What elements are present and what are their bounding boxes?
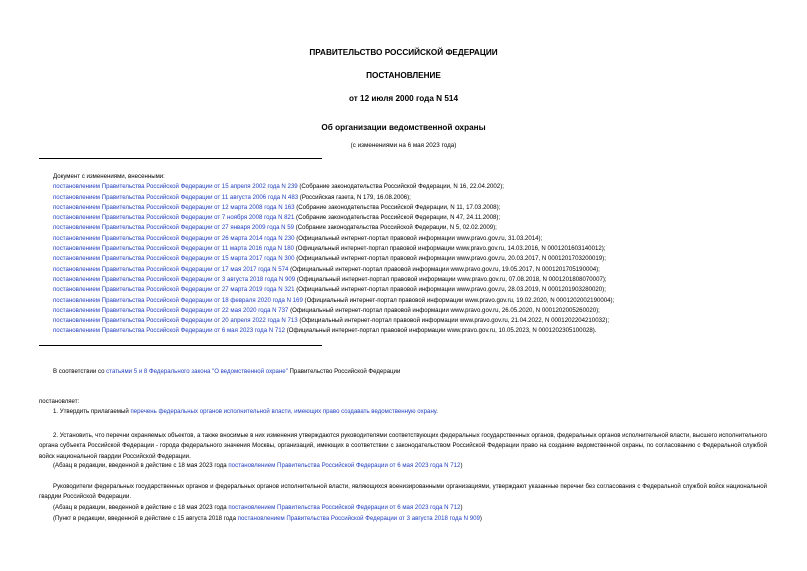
amendment-item [53,193,614,203]
amendment-link[interactable]: постановлением Правительства Российской Федерации от 15 марта 2017 года N 300 [53,255,295,263]
amendment-source: (Собрание законодательства Российской Федерации, N 16, 22.04.2002); [297,183,504,191]
point-1-prefix: 1. Утвердить прилагаемый [53,408,131,415]
amendment-source: (Российская газета, N 179, 16.08.2006); [298,193,411,201]
amendment-link[interactable]: постановлением Правительства Российской Федерации от 17 мая 2017 года N 574 [53,265,289,273]
amendment-item [53,234,614,244]
amendment-item [53,203,614,213]
amendment-items [53,182,614,336]
amendment-link[interactable]: постановлением Правительства Российской Федерации от 7 ноября 2008 года N 821 [53,214,295,222]
point-2-note [39,461,781,471]
amendment-item [53,306,614,316]
amendment-source: (Официальный интернет-портал правовой информации www.pravo.gov.ru, 20.03.2017, N 0001201703200019); [294,255,606,263]
amendment-item [53,213,614,223]
point-3-note-2-suffix: ) [479,515,482,522]
government-heading: ПРАВИТЕЛЬСТВО РОССИЙСКОЙ ФЕДЕРАЦИИ [309,48,498,57]
amendment-source: (Официальный интернет-портал правовой информации www.pravo.gov.ru, 28.03.2019, N 0001201903280020); [294,286,606,294]
date-number-heading: от 12 июля 2000 года N 514 [348,94,459,103]
amendment-item [53,223,614,233]
amendment-link[interactable]: постановлением Правительства Российской Федерации от 15 апреля 2002 года N 239 [53,183,298,191]
doc-type-heading: ПОСТАНОВЛЕНИЕ [366,71,441,80]
preamble-suffix: Правительство Российской Федерации [287,368,401,375]
amendment-item [53,244,614,254]
amendment-item [53,265,614,275]
amendment-712-link-2[interactable]: постановлением Правительства Российской Федерации от 6 мая 2023 года N 712 [228,504,461,511]
point-3-note-1-suffix: ) [460,504,463,511]
amendment-item [53,326,614,336]
point-3-note-2 [39,514,781,524]
amendment-source: (Официальный интернет-портал правовой информации www.pravo.gov.ru, 19.02.2020, N 0001202002190004); [302,296,615,304]
amendment-item [53,275,614,285]
amendments-intro: Документ с изменениями, внесенными: [53,173,165,180]
point-1-suffix: . [436,408,438,415]
amendment-link[interactable]: постановлением Правительства Российской Федерации от 6 мая 2023 года N 712 [53,327,286,335]
document-title: Об организации ведомственной охраны [321,123,486,132]
amendment-item [53,296,614,306]
amendment-source: (Официальный интернет-портал правовой информации www.pravo.gov.ru, 21.04.2022, N 0001202204210032); [297,317,610,325]
amendment-source: (Собрание законодательства Российской Федерации, N 47, 24.11.2008); [294,214,501,222]
revision-note: (с изменениями на 6 мая 2023 года) [350,142,457,149]
point-3-note-2-prefix: (Пункт в редакции, введенной в действие с 15 августа 2018 года [53,515,238,522]
amendment-item [53,285,614,295]
amendment-link[interactable]: постановлением Правительства Российской Федерации от 18 февраля 2020 года N 169 [53,296,303,304]
amendment-source: (Собрание законодательства Российской Федерации, N 5, 02.02.2009); [294,224,497,232]
amendment-link[interactable]: постановлением Правительства Российской Федерации от 20 апреля 2022 года N 713 [53,317,298,325]
amendment-source: (Официальный интернет-портал правовой информации www.pravo.gov.ru, 10.05.2023, N 0001202305100028). [285,327,597,335]
point-1 [39,407,767,417]
amendment-link[interactable]: постановлением Правительства Российской Федерации от 3 августа 2018 года N 909 [53,275,296,283]
law-link[interactable]: статьями 5 и 8 Федерального закона "О ведомственной охране" [106,368,288,375]
point-3-note-1 [39,503,781,513]
amendment-712-link[interactable]: постановлением Правительства Российской Федерации от 6 мая 2023 года N 712 [228,462,461,469]
amendment-link[interactable]: постановлением Правительства Российской Федерации от 27 января 2009 года N 59 [53,224,295,232]
amendment-source: (Официальный интернет-портал правовой информации www.pravo.gov.ru, 26.05.2020, N 0001202005260020); [288,306,600,314]
amendment-source: (Официальный интернет-портал правовой информации www.pravo.gov.ru, 07.08.2018, N 0001201808070007); [295,275,607,283]
amendment-source: (Официальный интернет-портал правовой информации www.pravo.gov.ru, 19.05.2017, N 0001201705190004); [288,265,600,273]
amendment-link[interactable]: постановлением Правительства Российской Федерации от 11 марта 2016 года N 180 [53,245,295,253]
preamble [39,367,767,377]
preamble-prefix: В соответствии со [53,368,107,375]
amendment-link[interactable]: постановлением Правительства Российской Федерации от 26 марта 2014 года N 230 [53,234,295,242]
point-2-note-prefix: (Абзац в редакции, введенной в действие с 18 мая 2023 года [53,462,229,469]
amendment-source: (Официальный интернет-портал правовой информации www.pravo.gov.ru, 14.03.2016, N 0001201603140012); [294,245,606,253]
amendment-item [53,316,614,326]
bottom-divider [39,345,322,346]
amendment-link[interactable]: постановлением Правительства Российской Федерации от 12 марта 2008 года N 163 [53,203,295,211]
amendment-link[interactable]: постановлением Правительства Российской Федерации от 27 марта 2019 года N 321 [53,286,295,294]
amendment-link[interactable]: постановлением Правительства Российской Федерации от 22 мая 2020 года N 737 [53,306,289,314]
point-3-note-1-prefix: (Абзац в редакции, введенной в действие с 18 мая 2023 года [53,504,229,511]
top-divider [39,158,322,159]
amendments-list [53,172,614,337]
amendment-item [53,182,614,192]
amendment-source: (Собрание законодательства Российской Федерации, N 11, 17.03.2008); [294,203,501,211]
decree-word: постановляет: [39,398,80,405]
point-2-text: 2. Установить, что перечни охраняемых объектов, а также вносимые в них изменения утверждаются руководителями соответствующих федеральных государственных органов, федеральных органов исполнительной власти, высшего исполнительного органа субъекта Российской Федерации - города федерального значения Москвы, организаций, имеющих в соответствии с законодательством Российской Федерации право на создание ведомственной охраны, по согласованию с Федеральной службой войск национальной гвардии Российской Федерации. [39,432,767,460]
point-3-text: Руководители федеральных государственных органов и федеральных органов исполнительной власти, являющихся военизированными организациями, утверждают указанные перечни без согласования с Федеральной службой войск национальной гвардии Российской Федерации. [39,483,767,501]
point-2-note-suffix: ) [460,462,463,469]
amendment-source: (Официальный интернет-портал правовой информации www.pravo.gov.ru, 31.03.2014); [294,234,543,242]
agencies-list-link[interactable]: перечень федеральных органов исполнительной власти, имеющих право создавать ведомственную охрану [130,408,437,415]
amendment-item [53,254,614,264]
amendment-909-link[interactable]: постановлением Правительства Российской Федерации от 3 августа 2018 года N 909 [237,515,480,522]
amendment-link[interactable]: постановлением Правительства Российской Федерации от 11 августа 2006 года N 483 [53,193,299,201]
